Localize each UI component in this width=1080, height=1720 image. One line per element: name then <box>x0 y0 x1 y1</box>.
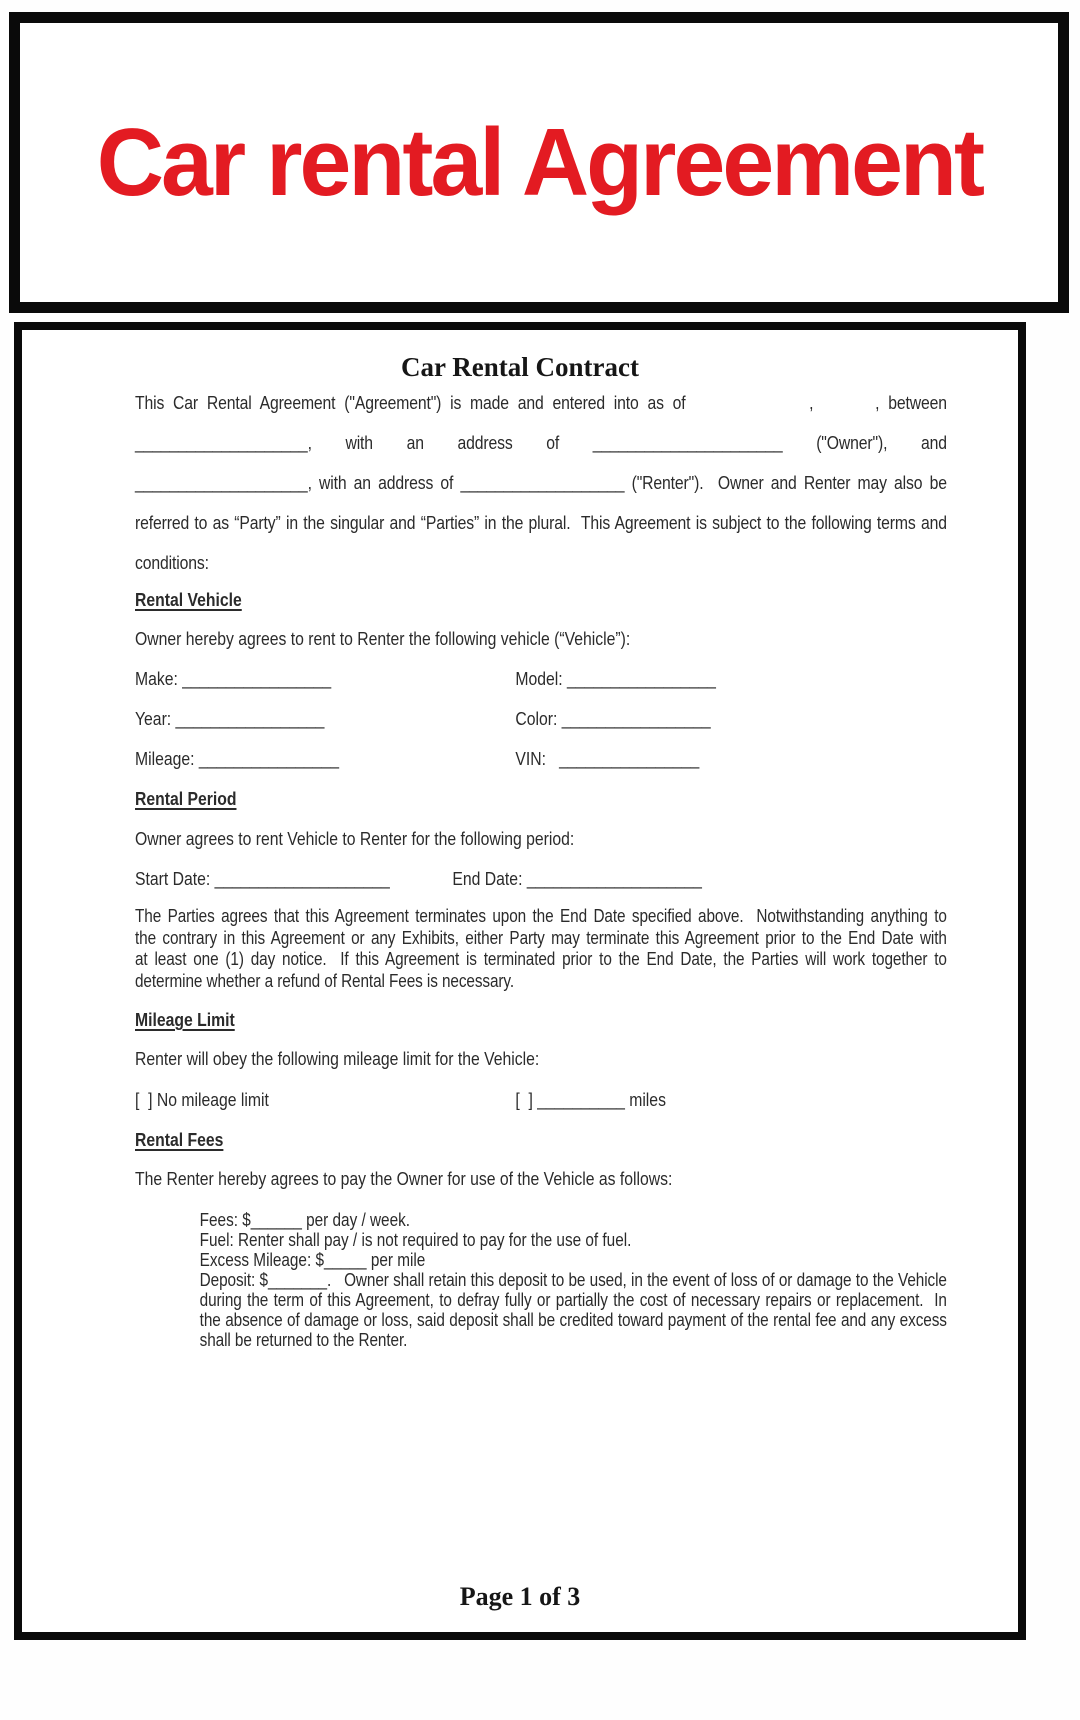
field-color: Color: _________________ <box>515 708 711 729</box>
section-lead-rental-vehicle: Owner hereby agrees to rent to Renter the following vehicle (“Vehicle”): <box>135 628 631 649</box>
fee-line-fuel: Fuel: Renter shall pay / is not required to pay for the use of fuel. <box>199 1230 632 1250</box>
page-number: Page 1 of 3 <box>459 1582 581 1611</box>
section-heading-rental-fees: Rental Fees <box>135 1129 224 1150</box>
field-year: Year: _________________ <box>135 708 325 729</box>
termination-paragraph <box>135 906 947 992</box>
section-lead-mileage-limit: Renter will obey the following mileage limit for the Vehicle: <box>135 1048 540 1069</box>
intro-line: conditions: <box>135 552 209 573</box>
document-body <box>135 383 947 1350</box>
fee-line-fees: Fees: $______ per day / week. <box>199 1210 411 1230</box>
checkbox-no-mileage-limit: [ ] No mileage limit <box>135 1089 269 1110</box>
section-lead-rental-fees: The Renter hereby agrees to pay the Owner for use of the Vehicle as follows: <box>135 1168 673 1189</box>
intro-line: ____________________, with an address of ______________________ ("Owner"), and <box>135 432 947 453</box>
section-lead-rental-period: Owner agrees to rent Vehicle to Renter for the following period: <box>135 828 575 849</box>
field-mileage: Mileage: ________________ <box>135 748 339 769</box>
paragraph-line: at least one (1) day notice. If this Agreement is terminated prior to the End Date, the Parties will work together to <box>135 949 947 969</box>
field-row <box>135 668 947 689</box>
fees-block <box>200 1210 947 1350</box>
checkbox-row <box>135 1089 947 1110</box>
field-make: Make: _________________ <box>135 668 332 689</box>
intro-paragraph <box>135 383 947 583</box>
banner <box>9 12 1069 313</box>
fee-line-excess-mileage: Excess Mileage: $_____ per mile <box>199 1250 426 1270</box>
document-page <box>14 322 1026 1640</box>
paragraph-line: The Parties agrees that this Agreement terminates upon the End Date specified above. Notwithstanding anything to <box>135 906 947 926</box>
field-model: Model: _________________ <box>515 668 716 689</box>
field-row <box>135 868 947 889</box>
banner-title: Car rental Agreement <box>96 108 982 216</box>
fee-deposit-paragraph: Deposit: $_______. Owner shall retain this deposit to be used, in the event of loss of or damage to the Vehicle during the term of this Agreement, to defray fully or partially the cost of necessary repairs or replacement. In the absence of damage or loss, said deposit shall be credited toward payment of the rental fee and any excess shall be returned to the Renter. <box>199 1270 947 1350</box>
intro-line: referred to as “Party” in the singular and “Parties” in the plural. This Agreement is subject to the following terms and <box>135 512 947 533</box>
intro-line: ____________________, with an address of ___________________ ("Renter"). Owner and Renter may also be <box>135 472 947 493</box>
field-start-date: Start Date: ____________________ <box>135 868 390 889</box>
paragraph-line: the contrary in this Agreement or any Exhibits, either Party may terminate this Agreement prior to the End Date with <box>135 927 947 948</box>
section-heading-rental-vehicle: Rental Vehicle <box>135 589 242 610</box>
intro-line: This Car Rental Agreement ("Agreement") is made and entered into as of , , between <box>135 392 947 413</box>
field-row <box>135 708 947 729</box>
field-end-date: End Date: ____________________ <box>452 868 702 889</box>
field-row <box>135 748 947 769</box>
section-heading-mileage-limit: Mileage Limit <box>135 1009 235 1030</box>
paragraph-line: determine whether a refund of Rental Fees is necessary. <box>135 970 515 991</box>
field-vin: VIN: ________________ <box>515 748 700 769</box>
section-heading-rental-period: Rental Period <box>135 788 237 809</box>
document-title: Car Rental Contract <box>401 352 639 382</box>
checkbox-miles-limit: [ ] __________ miles <box>515 1089 666 1110</box>
